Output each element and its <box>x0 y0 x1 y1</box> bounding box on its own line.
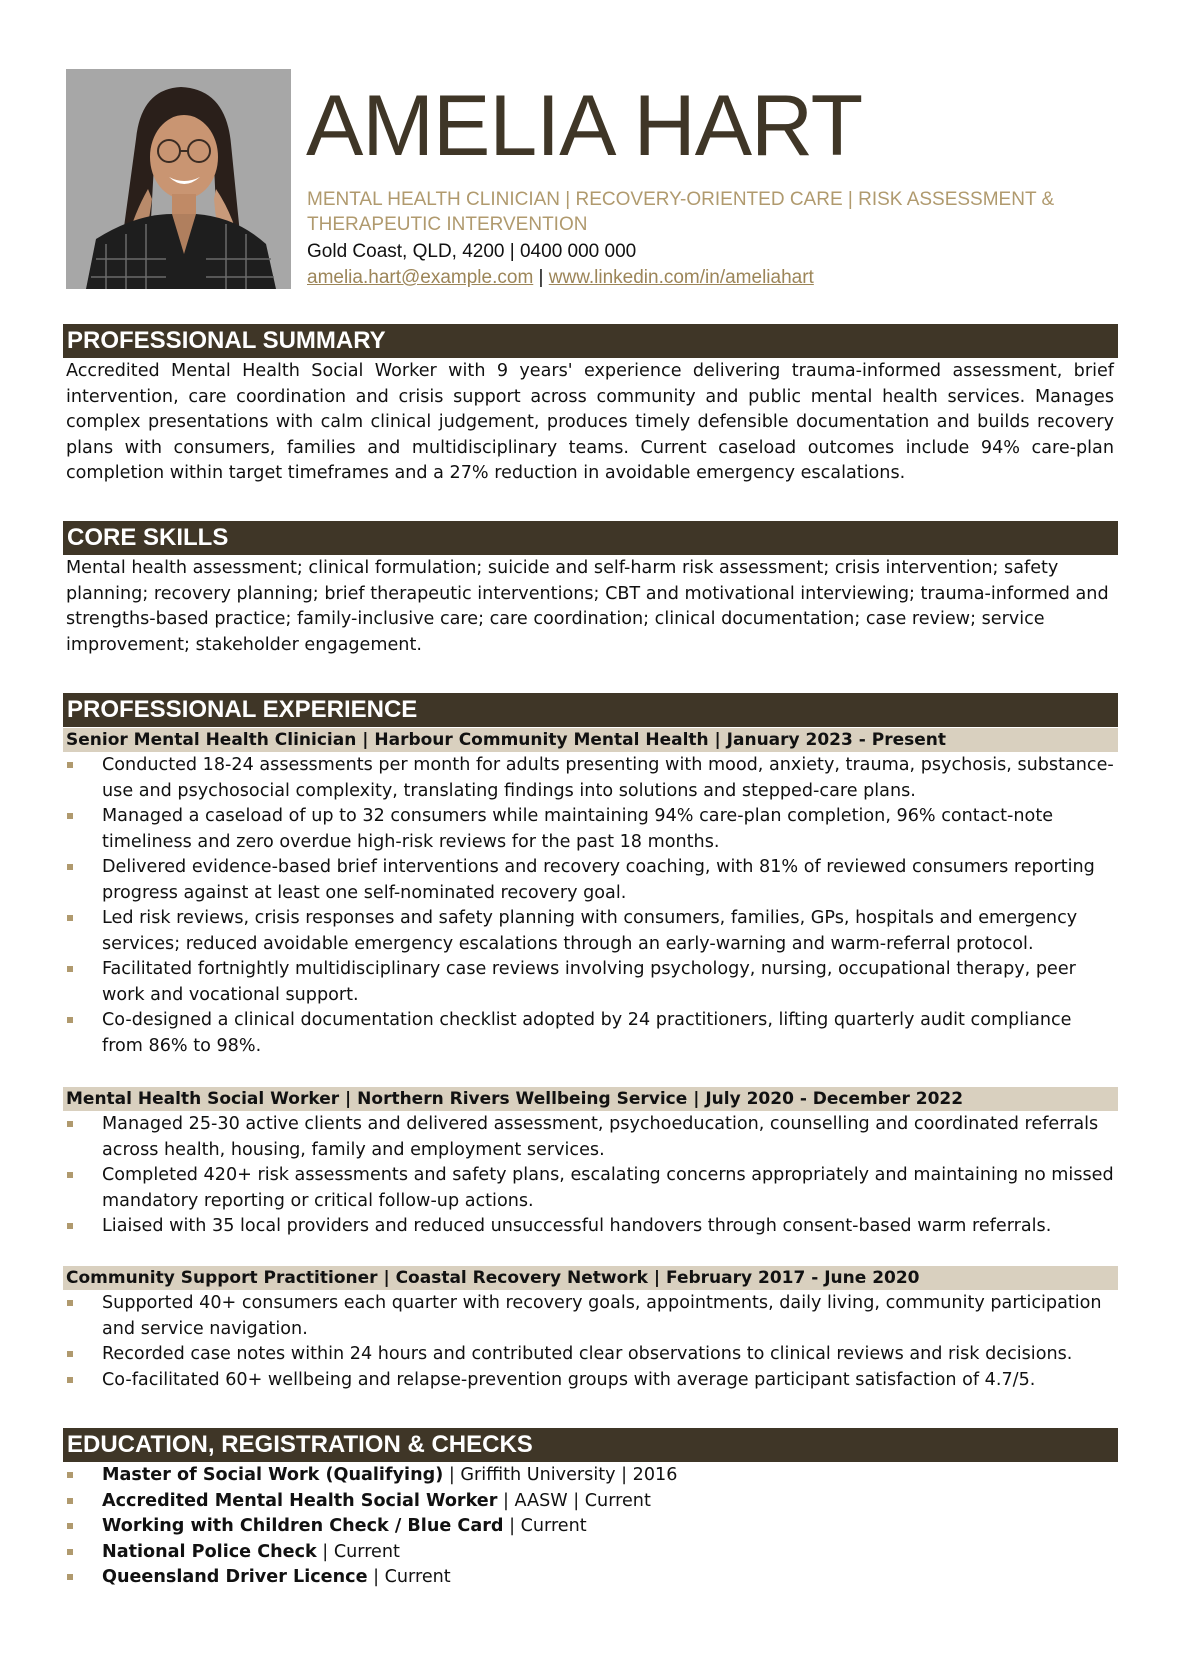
bullet-square-icon <box>67 966 73 972</box>
bullet-text: Completed 420+ risk assessments and safety plans, escalating concerns appropriately and maintaining no missed mandatory reporting or critical follow-up actions. <box>102 1165 1114 1211</box>
bullet-square-icon <box>67 1549 73 1555</box>
profile-photo <box>66 69 291 289</box>
job-bullets <box>66 1112 1118 1240</box>
email-link[interactable]: amelia.hart@example.com <box>307 267 534 288</box>
bullet-square-icon <box>67 864 73 870</box>
job-heading: Community Support Practitioner | Coastal Recovery Network | February 2017 - June 2020 <box>63 1266 1118 1290</box>
list-item <box>66 1463 1118 1489</box>
contact-links <box>307 265 814 290</box>
bullet-square-icon <box>67 1300 73 1306</box>
candidate-name: AMELIA HART <box>306 78 863 174</box>
list-item <box>66 1565 1118 1591</box>
bullet-square-icon <box>67 1017 73 1023</box>
job-heading: Mental Health Social Worker | Northern Rivers Wellbeing Service | July 2020 - December 2022 <box>63 1087 1118 1111</box>
bullet-square-icon <box>67 1172 73 1178</box>
list-item <box>66 1514 1118 1540</box>
credential-name: Accredited Mental Health Social Worker <box>102 1490 498 1511</box>
job-heading: Senior Mental Health Clinician | Harbour Community Mental Health | January 2023 - Present <box>63 728 1118 752</box>
bullet-text: Led risk reviews, crisis responses and safety planning with consumers, families, GPs, hospitals and emergency services; reduced avoidable emergency escalations through an early-warning and warm-referral protocol. <box>102 908 1078 954</box>
bullet-square-icon <box>67 1351 73 1357</box>
bullet-square-icon <box>67 813 73 819</box>
bullet-text: Delivered evidence-based brief interventions and recovery coaching, with 81% of reviewed consumers reporting progress against at least one self-nominated recovery goal. <box>102 857 1095 903</box>
list-item <box>66 957 1118 1008</box>
bullet-text: Managed a caseload of up to 32 consumers while maintaining 94% care-plan completion, 96% contact-note timeliness and zero overdue high-risk reviews for the past 18 months. <box>102 806 1054 852</box>
skills-text: Mental health assessment; clinical formulation; suicide and self-harm risk assessment; crisis intervention; safety planning; recovery planning; brief therapeutic interventions; CBT and motivational interviewing; trauma-informed and strengths-based practice; family-inclusive care; care coordination; clinical documentation; case review; service improvement; stakeholder engagement. <box>66 558 1109 655</box>
list-item <box>66 1163 1118 1214</box>
credential-detail: | Griffith University | 2016 <box>443 1465 678 1485</box>
education-list <box>66 1463 1118 1591</box>
bullet-text: Co-facilitated 60+ wellbeing and relapse-prevention groups with average participant satisfaction of 4.7/5. <box>102 1369 1036 1390</box>
bullet-text: Facilitated fortnightly multidisciplinary case reviews involving psychology, nursing, occupational therapy, peer work and vocational support. <box>102 959 1076 1005</box>
bullet-text: Co-designed a clinical documentation checklist adopted by 24 practitioners, lifting quarterly audit compliance from 86% to 98%. <box>102 1010 1072 1056</box>
bullet-text: Liaised with 35 local providers and reduced unsuccessful handovers through consent-based warm referrals. <box>102 1216 1052 1236</box>
list-item <box>66 1540 1118 1566</box>
portrait-image <box>66 69 291 289</box>
credential-name: Queensland Driver Licence <box>102 1567 368 1587</box>
section-heading-skills: CORE SKILLS <box>63 521 1118 555</box>
bullet-square-icon <box>67 1223 73 1229</box>
bullet-text: Supported 40+ consumers each quarter with recovery goals, appointments, daily living, community participation and service navigation. <box>102 1293 1102 1339</box>
credential-detail: | Current <box>503 1516 587 1536</box>
bullet-square-icon <box>67 1472 73 1478</box>
job-bullets <box>66 753 1118 1059</box>
link-separator: | <box>533 267 549 288</box>
bullet-square-icon <box>67 915 73 921</box>
section-heading-education: EDUCATION, REGISTRATION & CHECKS <box>63 1428 1118 1462</box>
list-item <box>66 1342 1118 1368</box>
section-heading-summary: PROFESSIONAL SUMMARY <box>63 324 1118 358</box>
credential-name: Master of Social Work (Qualifying) <box>102 1465 444 1485</box>
linkedin-link[interactable]: www.linkedin.com/in/ameliahart <box>548 267 814 288</box>
credential-detail: | Current <box>316 1541 400 1562</box>
bullet-square-icon <box>67 1498 73 1504</box>
professional-headline: MENTAL HEALTH CLINICIAN | RECOVERY-ORIENTED CARE | RISK ASSESSMENT & THERAPEUTIC INTERVENTION <box>307 189 1055 235</box>
bullet-square-icon <box>67 1574 73 1580</box>
credential-name: National Police Check <box>102 1541 317 1562</box>
credential-detail: | Current <box>367 1567 451 1587</box>
list-item <box>66 753 1118 804</box>
credential-name: Working with Children Check / Blue Card <box>102 1516 504 1536</box>
bullet-text: Managed 25-30 active clients and delivered assessment, psychoeducation, counselling and coordinated referrals across health, housing, family and employment services. <box>102 1114 1099 1160</box>
list-item <box>66 1112 1118 1163</box>
bullet-square-icon <box>67 762 73 768</box>
list-item <box>66 906 1118 957</box>
list-item <box>66 1008 1118 1059</box>
section-heading-experience: PROFESSIONAL EXPERIENCE <box>63 693 1118 727</box>
list-item <box>66 1214 1118 1240</box>
bullet-square-icon <box>67 1121 73 1127</box>
bullet-text: Recorded case notes within 24 hours and contributed clear observations to clinical reviews and risk decisions. <box>102 1344 1073 1364</box>
list-item <box>66 1291 1118 1342</box>
bullet-text: Conducted 18-24 assessments per month for adults presenting with mood, anxiety, trauma, psychosis, substance-use and psychosocial complexity, translating findings into solutions and stepped-care plans. <box>102 755 1114 801</box>
list-item <box>66 855 1118 906</box>
summary-text: Accredited Mental Health Social Worker with 9 years' experience delivering trauma-informed assessment, brief intervention, care coordination and crisis support across community and public mental health services. Manages complex presentations with calm clinical judgement, produces timely defensible documentation and builds recovery plans with consumers, families and multidisciplinary teams. Current caseload outcomes include 94% care-plan completion within target timeframes and a 27% reduction in avoidable emergency escalations. <box>66 361 1114 483</box>
location-phone: Gold Coast, QLD, 4200 | 0400 000 000 <box>307 241 637 262</box>
bullet-square-icon <box>67 1523 73 1529</box>
credential-detail: | AASW | Current <box>497 1490 651 1511</box>
list-item <box>66 804 1118 855</box>
list-item <box>66 1368 1118 1394</box>
bullet-square-icon <box>67 1377 73 1383</box>
list-item <box>66 1489 1118 1515</box>
job-bullets <box>66 1291 1118 1393</box>
